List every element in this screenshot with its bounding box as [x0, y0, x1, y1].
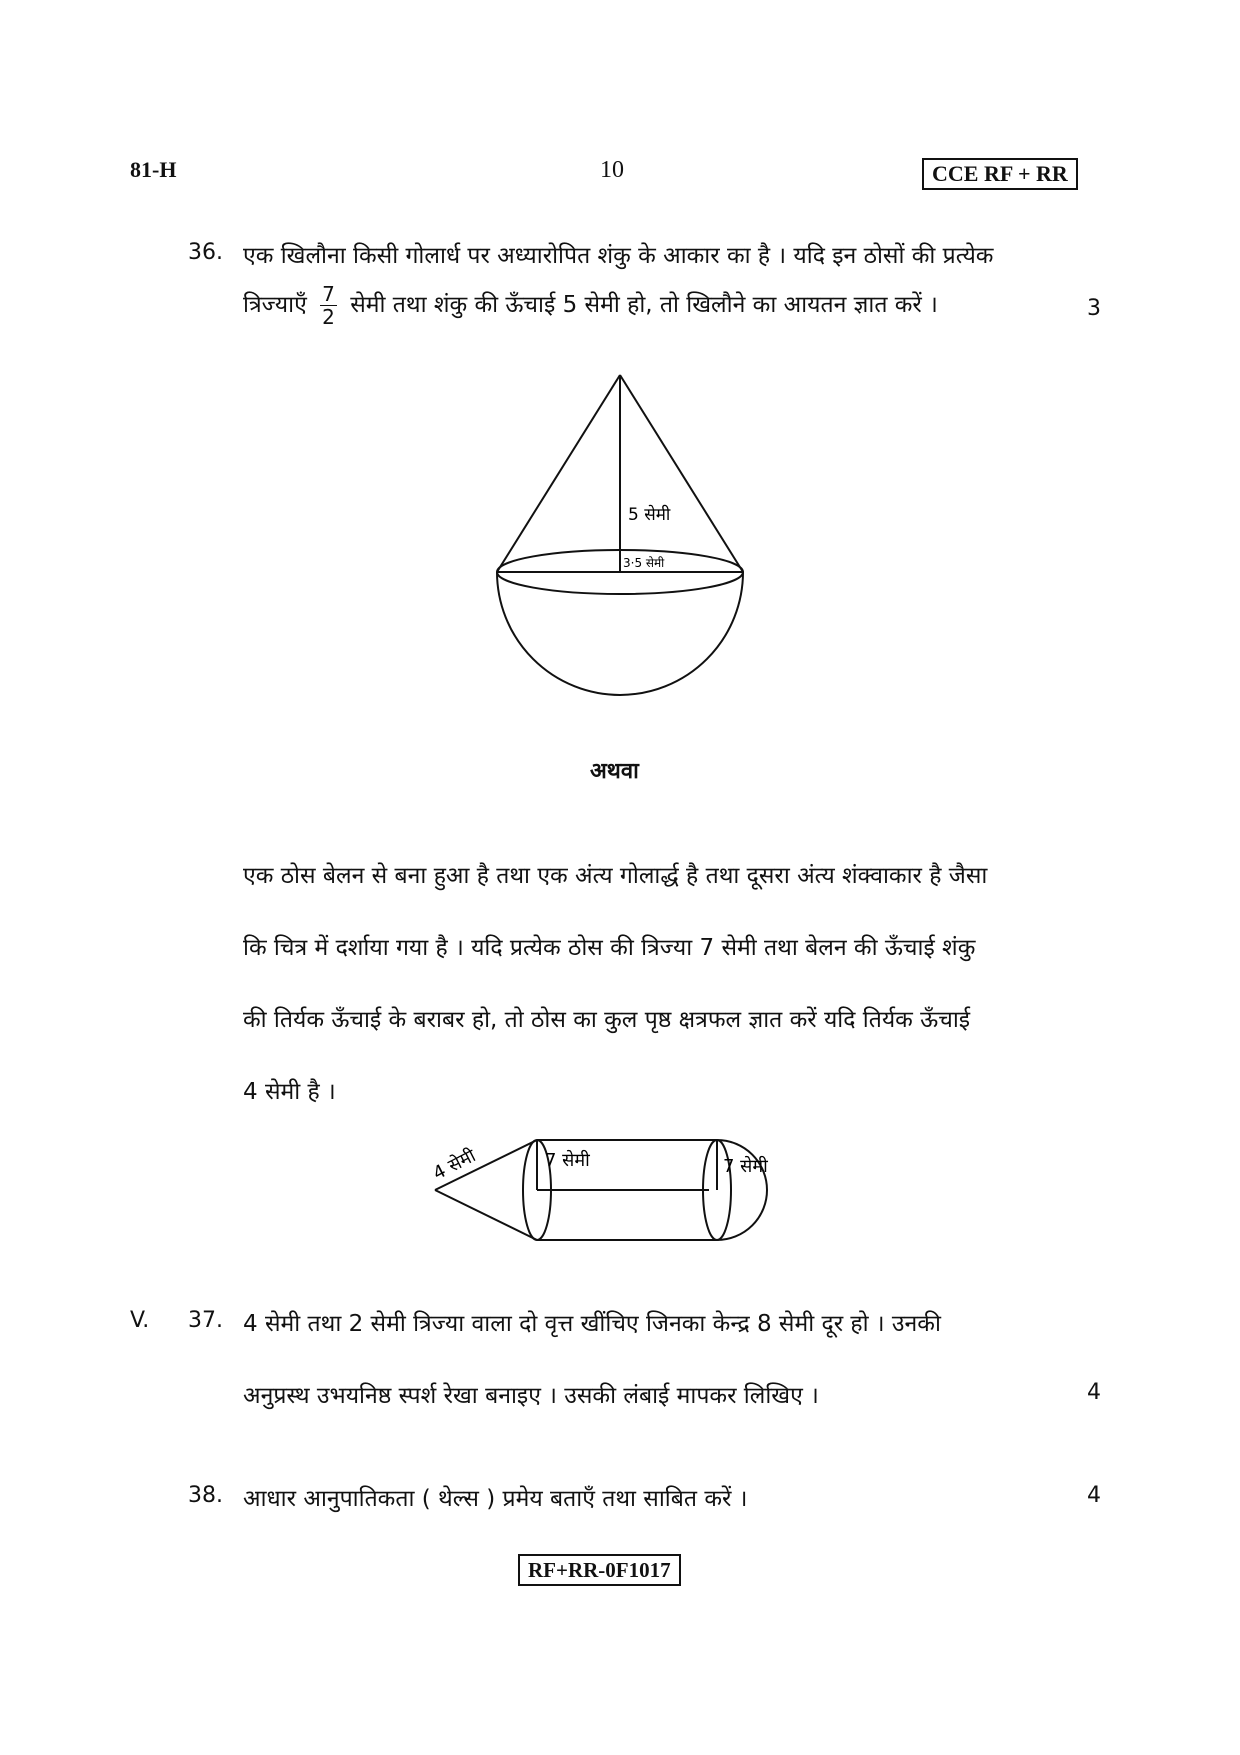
footer-code: RF+RR-0F1017 — [518, 1554, 681, 1586]
question-36-line-2 — [243, 283, 938, 328]
cylinder-radius-label: 7 सेमी — [545, 1150, 590, 1171]
question-38-number: 38. — [188, 1483, 223, 1508]
radius-label: 3·5 सेमी — [623, 556, 665, 570]
hemisphere-arc — [717, 1140, 767, 1240]
cone-right-edge — [620, 375, 743, 572]
cone-cylinder-hemisphere-figure — [425, 1130, 825, 1250]
alt-question-line-1: एक ठोस बेलन से बना हुआ है तथा एक अंत्य गोलार्द्ध है तथा दूसरा अंत्य शंक्वाकार है जैसा — [243, 863, 988, 889]
paper-code: 81-H — [130, 157, 177, 182]
question-38-line-1: आधार आनुपातिकता ( थेल्स ) प्रमेय बताएँ तथा साबित करें । — [243, 1486, 748, 1512]
question-36-marks: 3 — [1087, 296, 1101, 321]
question-36-line-1: एक खिलौना किसी गोलार्ध पर अध्यारोपित शंकु के आकार का है । यदि इन ठोसों की प्रत्येक — [243, 243, 994, 269]
alt-question-line-4: 4 सेमी है । — [243, 1079, 336, 1105]
fraction-seven-halves — [320, 283, 337, 328]
question-37-number: 37. — [188, 1308, 223, 1333]
cone-hemisphere-figure — [480, 360, 770, 700]
fraction-denominator: 2 — [322, 305, 335, 329]
question-37-line-2: अनुप्रस्थ उभयनिष्ठ स्पर्श रेखा बनाइए । उसकी लंबाई मापकर लिखिए । — [243, 1383, 819, 1409]
or-label: अथवा — [590, 759, 639, 784]
series-box: CCE RF + RR — [922, 158, 1078, 190]
fraction-numerator: 7 — [322, 282, 335, 306]
alt-question-line-2: कि चित्र में दर्शाया गया है । यदि प्रत्येक ठोस की त्रिज्या 7 सेमी तथा बेलन की ऊँचाई शंकु — [243, 935, 976, 961]
section-label: V. — [130, 1308, 150, 1333]
cone-height-label: 5 सेमी — [628, 505, 671, 525]
page-number: 10 — [600, 157, 624, 183]
cone-left-edge — [497, 375, 620, 572]
question-38-marks: 4 — [1087, 1483, 1101, 1508]
hemisphere-radius-label: 7 सेमी — [723, 1156, 768, 1177]
question-36-number: 36. — [188, 240, 223, 265]
question-36-line-2a: त्रिज्याएँ — [243, 292, 307, 318]
question-37-line-1: 4 सेमी तथा 2 सेमी त्रिज्या वाला दो वृत्त खींचिए जिनका केन्द्र 8 सेमी दूर हो । उनकी — [243, 1311, 941, 1337]
hemisphere-arc — [497, 572, 743, 695]
cone-lower-edge — [435, 1190, 537, 1240]
alt-question-line-3: की तिर्यक ऊँचाई के बराबर हो, तो ठोस का कुल पृष्ठ क्षत्रफल ज्ञात करें यदि तिर्यक ऊँचाई — [243, 1007, 971, 1033]
question-37-marks: 4 — [1087, 1380, 1101, 1405]
question-36-line-2b: सेमी तथा शंकु की ऊँचाई 5 सेमी हो, तो खिलौने का आयतन ज्ञात करें । — [350, 292, 938, 318]
slant-height-label: 4 सेमी — [429, 1145, 480, 1185]
